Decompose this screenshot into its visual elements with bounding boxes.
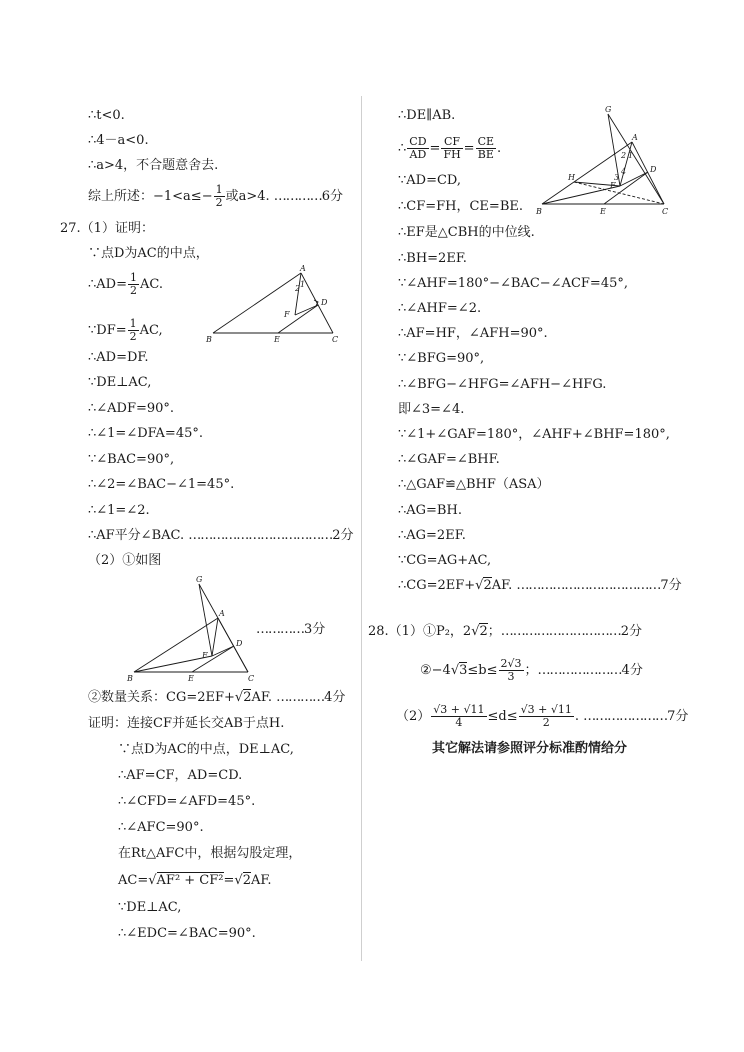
fig1-label-2: 2 (295, 284, 301, 293)
line-a-gt-4: ∴a>4，不合题意舍去. (88, 158, 219, 173)
r-line-3: ∵AD=CD, (398, 173, 462, 188)
r-line-18: ∵CG=AG+AC, (398, 553, 492, 568)
proof-line-4: ∴AD=DF. (88, 350, 149, 365)
fig2-label-C: C (248, 674, 255, 683)
line-summary: 综上所述：−1<a≤− $\frac{1}{2}$ 或a>4. …………6分 (88, 183, 344, 209)
proof-line-5: ∵DE⊥AC, (88, 375, 152, 390)
fig3-label-H: H (568, 173, 575, 182)
fig2-label-A: A (219, 609, 225, 618)
fig2-label-B: B (127, 674, 133, 683)
fig3-label-B: B (536, 207, 542, 216)
proof-line-3: ∵DF= $\frac{1}{2}$ AC, (88, 317, 163, 343)
fig1-label-C: C (332, 335, 339, 344)
proof2-line-5: ∴∠AFC=90°. (118, 820, 204, 835)
fig1-label-1: 1 (300, 280, 306, 289)
q28-part1: 28.（1）①P₂，2√2；…………………………2分 (368, 624, 643, 639)
fig3-label-A: A (632, 133, 638, 142)
fig3-label-E: E (600, 207, 606, 216)
proof2-line-7: AC=√AF² + CF²=√2AF. (118, 873, 272, 888)
figure-1-triangle (205, 265, 355, 345)
fig1-label-A: A (300, 264, 306, 273)
proof2-line-3: ∴AF=CF，AD=CD. (118, 768, 243, 783)
fig1-label-E: E (274, 335, 280, 344)
proof-line-10: ∴∠1=∠2. (88, 503, 150, 518)
line-t-negative: ∴t<0. (88, 108, 125, 123)
r-line-1: ∴DE∥AB. (398, 108, 456, 123)
fig3-label-G: G (605, 105, 612, 114)
relation-line: ②数量关系：CG=2EF+√2AF. …………4分 (88, 690, 346, 705)
fig2-label-G: G (196, 575, 203, 584)
r-line-4: ∴CF=FH，CE=BE. (398, 199, 523, 214)
r-line-5: ∴EF是△CBH的中位线. (398, 225, 535, 240)
r-line-14: ∴∠GAF=∠BHF. (398, 452, 500, 467)
proof-line-1: ∵点D为AC的中点， (88, 246, 209, 261)
proof-line-7: ∴∠1=∠DFA=45°. (88, 426, 203, 441)
r-line-16: ∴AG=BH. (398, 503, 462, 518)
q28-part1b: ②−4√3≤b≤ $\frac{2√3}{3}$ ；…………………4分 (420, 657, 643, 683)
r-line-7: ∵∠AHF=180°−∠BAC−∠ACF=45°, (398, 276, 628, 291)
grading-note: 其它解法请参照评分标准酌情给分 (432, 741, 628, 756)
fig2-label-E: E (188, 674, 194, 683)
proof2-line-9: ∴∠EDC=∠BAC=90°. (118, 926, 256, 941)
proof-line-8: ∵∠BAC=90°, (88, 452, 175, 467)
proof2-line-4: ∴∠CFD=∠AFD=45°. (118, 794, 256, 809)
fig2-label-D: D (236, 639, 243, 648)
fig3-label-4: 4 (621, 167, 627, 176)
fig3-label-3: 3 (614, 173, 620, 182)
fig3-label-2: 2 (621, 151, 627, 160)
figure-3-triangle (536, 105, 676, 218)
figure-2-score: …………3分 (256, 622, 326, 637)
r-line-11: ∴∠BFG−∠HFG=∠AFH−∠HFG. (398, 377, 607, 392)
r-line-10: ∵∠BFG=90°, (398, 351, 485, 366)
fig1-label-D: D (321, 298, 328, 307)
fig3-label-C: C (662, 207, 669, 216)
q27-heading: 27.（1）证明： (60, 221, 154, 236)
r-line-8: ∴∠AHF=∠2. (398, 301, 482, 316)
proof2-line-2: ∵点D为AC的中点，DE⊥AC, (118, 742, 294, 757)
proof2-line-1: 证明：连接CF并延长交AB于点H. (88, 716, 285, 731)
fig1-label-B: B (206, 335, 212, 344)
proof2-line-8: ∵DE⊥AC, (118, 900, 182, 915)
q28-part2: （2） $\frac{√3 + √11}{4}$ ≤d≤ $\frac{√3 + √11}{2}$ . …………………7分 (396, 703, 689, 729)
figure-2-triangle (126, 574, 266, 684)
fig3-label-D: D (650, 165, 657, 174)
r-line-9: ∴AF=HF，∠AFH=90°. (398, 326, 548, 341)
r-line-13: ∵∠1+∠GAF=180°，∠AHF+∠BHF=180°, (398, 427, 670, 442)
r-line-6: ∴BH=2EF. (398, 251, 467, 266)
fig3-label-1: 1 (628, 151, 634, 160)
r-line-19: ∴CG=2EF+√2AF. ………………………………7分 (398, 578, 682, 593)
fig3-label-F: F (610, 181, 616, 190)
fig1-label-F: F (284, 310, 290, 319)
proof2-line-6: 在Rt△AFC中，根据勾股定理， (118, 846, 302, 861)
q27-part2-heading: （2）①如图 (88, 553, 162, 568)
column-divider (361, 96, 362, 961)
fig2-label-F: F (202, 651, 208, 660)
proof-line-2: ∴AD= $\frac{1}{2}$ AC. (88, 271, 163, 297)
r-line-12: 即∠3=∠4. (398, 402, 465, 417)
r-line-15: ∴△GAF≌△BHF（ASA） (398, 477, 550, 492)
r-line-17: ∴AG=2EF. (398, 528, 466, 543)
r-line-ratio: ∴ $\frac{CD}{AD}$ = $\frac{CF}{FH}$ = $\frac{CE}{BE}$ . (398, 135, 502, 161)
proof-line-11: ∴AF平分∠BAC. ………………………………2分 (88, 528, 354, 543)
line-4-minus-a: ∴4－a<0. (88, 133, 149, 148)
proof-line-9: ∴∠2=∠BAC−∠1=45°. (88, 477, 235, 492)
fraction-half: $\frac{1}{2}$ (215, 183, 223, 209)
proof-line-6: ∴∠ADF=90°. (88, 401, 175, 416)
